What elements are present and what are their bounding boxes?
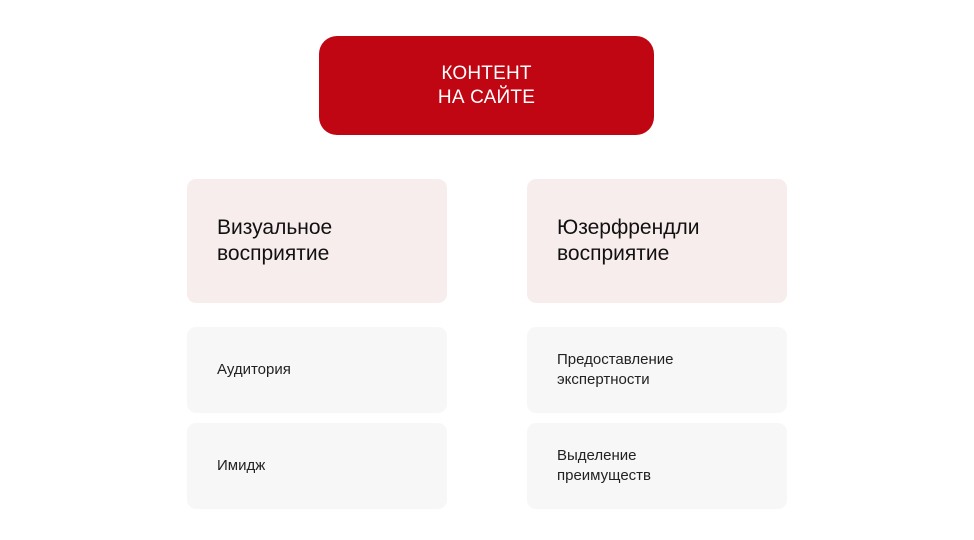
item-label-line1: Выделение xyxy=(557,447,637,464)
category-label-line1: Визуальное xyxy=(217,216,333,239)
item-label-line1: Аудитория xyxy=(217,361,291,378)
item-label-line1: Имидж xyxy=(217,457,266,474)
item-label-line2: преимуществ xyxy=(557,467,652,484)
item-expertise xyxy=(527,327,787,413)
category-label-line1: Юзерфрендли xyxy=(557,216,700,239)
item-audience xyxy=(187,327,447,413)
root-node xyxy=(319,36,654,135)
item-image xyxy=(187,423,447,509)
item-label-line1: Предоставление xyxy=(557,351,674,368)
root-node-line1: КОНТЕНТ xyxy=(441,62,532,84)
item-label-line2: экспертности xyxy=(557,371,650,388)
root-node-line2: НА САЙТЕ xyxy=(437,86,536,108)
category-label-line2: восприятие xyxy=(557,242,670,265)
category-userfriendly-perception xyxy=(527,179,787,303)
category-visual-perception xyxy=(187,179,447,303)
item-advantages xyxy=(527,423,787,509)
category-label-line2: восприятие xyxy=(217,242,330,265)
